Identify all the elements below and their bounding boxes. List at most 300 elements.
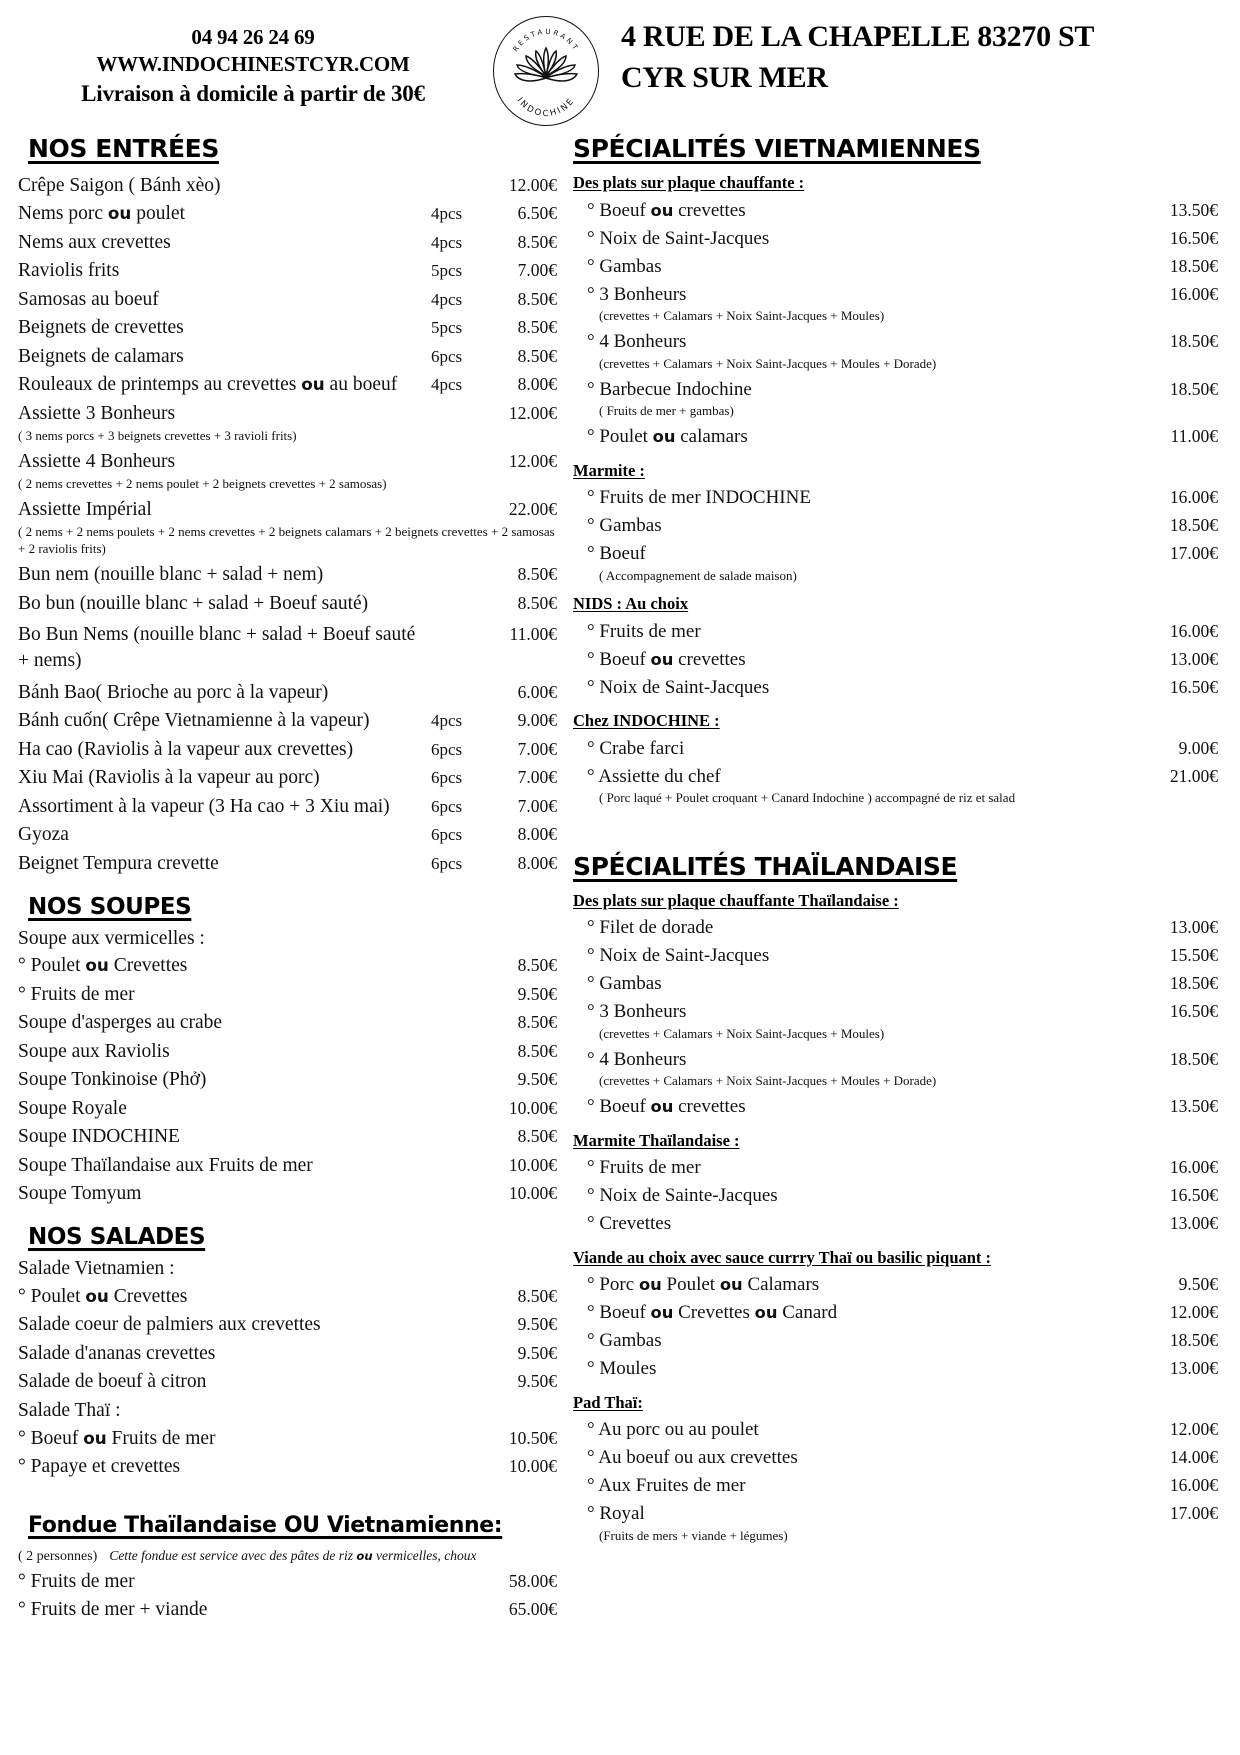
menu-item-name bbox=[18, 257, 431, 286]
menu-item-name bbox=[573, 998, 1146, 1026]
menu-item-pieces: 4pcs bbox=[431, 204, 463, 223]
viet-group2-label: Marmite : bbox=[573, 460, 645, 480]
item-label-part: ° Papaye et crevettes bbox=[18, 1456, 181, 1478]
menu-item-price: 6.00€ bbox=[517, 681, 557, 702]
menu-item-price: 7.00€ bbox=[517, 260, 557, 280]
contact-block bbox=[18, 10, 488, 108]
item-label-part: ° Crabe farci bbox=[587, 737, 685, 759]
menu-item-name bbox=[573, 1472, 1146, 1500]
item-label-part: ° Fruits de mer INDOCHINE bbox=[587, 487, 811, 509]
menu-item-price: 9.50€ bbox=[517, 1342, 557, 1363]
menu-item-row bbox=[573, 328, 1218, 356]
fondue-desc-ou: ou bbox=[356, 1549, 373, 1564]
menu-item-row bbox=[18, 257, 557, 286]
menu-item-row bbox=[573, 512, 1218, 540]
menu-item-pieces: 6pcs bbox=[431, 346, 463, 366]
menu-item-name bbox=[18, 1567, 491, 1596]
menu-item-row bbox=[18, 707, 557, 736]
menu-item-row bbox=[18, 285, 557, 314]
item-label-part: ° Fruits de mer bbox=[587, 1157, 701, 1179]
soupes-group-label: Soupe aux vermicelles : bbox=[18, 927, 205, 949]
item-label-part: ° Assiette du chef bbox=[587, 765, 721, 787]
menu-item-price: 6.50€ bbox=[517, 203, 557, 223]
menu-item-name bbox=[18, 342, 431, 371]
salades-list bbox=[18, 1311, 557, 1397]
menu-item-row bbox=[18, 1567, 557, 1596]
menu-item-pieces: 4pcs bbox=[431, 711, 463, 731]
item-label-part: Assiette 4 Bonheurs bbox=[18, 450, 176, 472]
section-title-specialites-vietnamiennes: SPÉCIALITÉS VIETNAMIENNES bbox=[573, 134, 981, 163]
address-line-1: 4 RUE DE LA CHAPELLE 83270 ST bbox=[621, 20, 1095, 53]
menu-item-name bbox=[18, 735, 431, 764]
menu-item-row bbox=[573, 1210, 1218, 1238]
menu-item-price: 22.00€ bbox=[508, 498, 557, 519]
menu-item-price: 7.00€ bbox=[517, 795, 557, 816]
restaurant-logo bbox=[488, 10, 603, 126]
menu-item-price: 10.00€ bbox=[508, 1183, 557, 1204]
menu-item-row bbox=[18, 399, 557, 428]
menu-item-name bbox=[18, 1066, 491, 1095]
menu-item-price: 8.50€ bbox=[517, 1040, 557, 1061]
menu-item-description: ( Fruits de mer + gambas) bbox=[599, 403, 734, 419]
section-title-specialites-thailandaise: SPÉCIALITÉS THAÏLANDAISE bbox=[573, 851, 958, 881]
menu-item-row bbox=[573, 998, 1218, 1026]
menu-item-name bbox=[573, 1045, 1146, 1073]
menu-item-row bbox=[18, 764, 557, 793]
menu-item-row bbox=[18, 735, 557, 764]
menu-item-price: 18.50€ bbox=[1169, 378, 1218, 399]
menu-item-name bbox=[18, 447, 431, 476]
menu-item-name bbox=[573, 1093, 1146, 1121]
item-label-ou: ou bbox=[85, 1285, 109, 1306]
menu-columns bbox=[0, 118, 1240, 1624]
thai-group2-label: Marmite Thaïlandaise : bbox=[573, 1130, 740, 1150]
menu-item-row bbox=[573, 224, 1218, 252]
menu-item-row bbox=[573, 1154, 1218, 1182]
menu-item-name bbox=[18, 792, 431, 821]
menu-item-row bbox=[573, 1327, 1218, 1355]
menu-item-name bbox=[573, 1416, 1146, 1444]
menu-item-name bbox=[573, 252, 1146, 280]
item-label-part: ° Noix de Saint-Jacques bbox=[587, 676, 770, 698]
menu-item-price: 16.50€ bbox=[1169, 1185, 1218, 1206]
viet-group1-list bbox=[573, 196, 1218, 451]
menu-item-row bbox=[573, 1182, 1218, 1210]
menu-item-name bbox=[18, 707, 431, 736]
item-label-part: Bo Bun Nems (nouille blanc + salad + Boeuf sauté + nems) bbox=[18, 624, 416, 671]
menu-item-price: 18.50€ bbox=[1169, 515, 1218, 536]
menu-item-row bbox=[573, 1355, 1218, 1383]
menu-item-price: 10.00€ bbox=[508, 1456, 557, 1477]
viet-group2-list bbox=[573, 484, 1218, 585]
item-label-part: Soupe Royale bbox=[18, 1097, 127, 1119]
item-label-part: ° 3 Bonheurs bbox=[587, 283, 687, 305]
item-label-ou: ou bbox=[83, 1427, 107, 1448]
menu-item-price: 8.50€ bbox=[517, 317, 557, 337]
section-title-entrees: NOS ENTRÉES bbox=[28, 134, 219, 163]
item-label-part: Beignet Tempura crevette bbox=[18, 852, 219, 874]
menu-item-row bbox=[18, 821, 557, 850]
menu-item-name bbox=[573, 1271, 1146, 1299]
menu-item-name bbox=[18, 171, 431, 200]
menu-item-name bbox=[18, 200, 431, 229]
menu-item-row bbox=[18, 1037, 557, 1066]
menu-item-name bbox=[18, 980, 491, 1009]
item-label-part: Soupe aux Raviolis bbox=[18, 1040, 170, 1062]
menu-item-name bbox=[573, 1154, 1146, 1182]
menu-item-pieces: 6pcs bbox=[431, 853, 463, 873]
fondue-persons: ( 2 personnes) bbox=[18, 1549, 98, 1565]
menu-item-row bbox=[18, 561, 557, 590]
menu-item-price: 8.50€ bbox=[517, 1126, 557, 1147]
svg-text:RESTAURANT: RESTAURANT bbox=[511, 27, 580, 54]
item-label-part: ° Poulet bbox=[18, 1285, 86, 1307]
menu-item-row bbox=[18, 228, 557, 257]
menu-item-name bbox=[18, 561, 431, 590]
menu-item-row bbox=[573, 914, 1218, 942]
item-label-part: Bánh cuốn( Crêpe Vietnamienne à la vapeur) bbox=[18, 710, 370, 732]
menu-item-description: ( 2 nems crevettes + 2 nems poulet + 2 beignets crevettes + 2 samosas) bbox=[18, 475, 387, 491]
item-label-part: Salade coeur de palmiers aux crevettes bbox=[18, 1314, 321, 1336]
thai-group3-list bbox=[573, 1271, 1218, 1383]
menu-item-price: 17.00€ bbox=[1169, 543, 1218, 564]
menu-item-row bbox=[573, 1416, 1218, 1444]
menu-item-price: 15.50€ bbox=[1169, 945, 1218, 966]
menu-item-name bbox=[573, 617, 1146, 645]
menu-item-price: 58.00€ bbox=[508, 1570, 557, 1591]
menu-item-row bbox=[573, 734, 1218, 762]
menu-item-price: 16.00€ bbox=[1169, 283, 1218, 304]
item-label-part: ° Au porc ou au poulet bbox=[587, 1419, 759, 1441]
menu-item-name bbox=[18, 285, 431, 314]
item-label-part: ° Boeuf bbox=[587, 1096, 651, 1118]
menu-item-price: 8.50€ bbox=[517, 955, 557, 976]
menu-item-name bbox=[573, 375, 1146, 403]
item-label-part: ° Gambas bbox=[587, 973, 662, 995]
menu-item-pieces: 5pcs bbox=[431, 261, 463, 280]
menu-item-row bbox=[18, 589, 557, 618]
menu-item-name bbox=[573, 484, 1146, 512]
item-label-part: Assiette 3 Bonheurs bbox=[18, 402, 176, 424]
item-label-part: Canard bbox=[777, 1302, 838, 1324]
item-label-part: Soupe Thaïlandaise aux Fruits de mer bbox=[18, 1154, 313, 1176]
menu-item-price: 8.00€ bbox=[517, 824, 557, 845]
salade-vietnamien-list bbox=[18, 1282, 557, 1311]
menu-item-row bbox=[573, 1299, 1218, 1327]
menu-item-name bbox=[18, 1094, 491, 1123]
fondue-note bbox=[18, 1548, 557, 1565]
item-label-part: calamars bbox=[675, 426, 748, 448]
menu-item-row bbox=[573, 970, 1218, 998]
menu-item-row bbox=[18, 1339, 557, 1368]
menu-item-name bbox=[18, 849, 431, 878]
item-label-part: crevettes bbox=[673, 1096, 746, 1118]
lotus-icon bbox=[493, 16, 599, 126]
menu-item-row bbox=[573, 1444, 1218, 1472]
item-label-part: ° Au boeuf ou aux crevettes bbox=[587, 1447, 798, 1469]
menu-item-pieces: 6pcs bbox=[431, 739, 463, 759]
menu-item-price: 13.50€ bbox=[1169, 199, 1218, 220]
menu-item-price: 12.00€ bbox=[508, 450, 557, 471]
menu-item-row bbox=[18, 849, 557, 878]
menu-item-price: 8.00€ bbox=[517, 374, 557, 394]
fondue-desc-b: vermicelles, choux bbox=[372, 1548, 477, 1564]
menu-item-description: (crevettes + Calamars + Noix Saint-Jacques + Moules + Dorade) bbox=[599, 1073, 937, 1089]
fondue-desc-a: Cette fondue est service avec des pâtes de riz bbox=[109, 1548, 357, 1564]
menu-item-price: 8.50€ bbox=[517, 1285, 557, 1306]
item-label-part: ° 3 Bonheurs bbox=[587, 1001, 687, 1023]
item-label-part: Salade d'ananas crevettes bbox=[18, 1342, 216, 1364]
menu-item-price: 13.00€ bbox=[1169, 648, 1218, 669]
menu-item-name bbox=[18, 1151, 491, 1180]
viet-group4-list bbox=[573, 734, 1218, 807]
delivery-note: Livraison à domicile à partir de 30€ bbox=[81, 80, 425, 106]
menu-item-price: 9.50€ bbox=[517, 1314, 557, 1335]
menu-item-row bbox=[573, 645, 1218, 673]
menu-item-row bbox=[573, 375, 1218, 403]
menu-item-name bbox=[573, 1355, 1146, 1383]
item-label-part: Bun nem (nouille blanc + salad + nem) bbox=[18, 564, 324, 586]
menu-item-row bbox=[18, 171, 557, 200]
item-label-part: ° Gambas bbox=[587, 1330, 662, 1352]
menu-item-price: 9.50€ bbox=[517, 1371, 557, 1392]
item-label-part: Crêpe Saigon ( Bánh xèo) bbox=[18, 174, 221, 196]
menu-item-row bbox=[573, 673, 1218, 701]
menu-item-description: ( Accompagnement de salade maison) bbox=[599, 567, 797, 583]
menu-item-pieces: 6pcs bbox=[431, 825, 463, 845]
item-label-part: ° Filet de dorade bbox=[587, 917, 714, 939]
menu-item-price: 9.00€ bbox=[1178, 737, 1218, 758]
menu-item-name bbox=[573, 1210, 1146, 1238]
item-label-part: Nems aux crevettes bbox=[18, 231, 171, 253]
menu-item-pieces: 6pcs bbox=[431, 768, 463, 788]
menu-item-price: 16.50€ bbox=[1169, 1001, 1218, 1022]
menu-item-description: ( 3 nems porcs + 3 beignets crevettes + 3 ravioli frits) bbox=[18, 427, 297, 443]
thai-group1-label: Des plats sur plaque chauffante Thaïlandaise : bbox=[573, 890, 899, 910]
menu-item-pieces: 4pcs bbox=[431, 375, 463, 394]
menu-item-row bbox=[573, 1472, 1218, 1500]
menu-item-name bbox=[18, 399, 431, 428]
item-label-part: Crevettes bbox=[108, 955, 188, 977]
salade-thai-list bbox=[18, 1424, 557, 1481]
menu-item-description: (Fruits de mers + viande + légumes) bbox=[599, 1527, 788, 1543]
menu-item-price: 9.50€ bbox=[1178, 1274, 1218, 1295]
menu-item-price: 18.50€ bbox=[1169, 1048, 1218, 1069]
menu-item-row bbox=[18, 1066, 557, 1095]
section-title-soupes: NOS SOUPES bbox=[28, 893, 192, 920]
menu-item-price: 7.00€ bbox=[517, 738, 557, 759]
menu-item-price: 8.50€ bbox=[517, 288, 557, 309]
menu-item-name bbox=[18, 1453, 491, 1482]
menu-item-price: 12.00€ bbox=[508, 402, 557, 423]
item-label-ou: ou bbox=[85, 955, 109, 976]
menu-item-price: 16.50€ bbox=[1169, 227, 1218, 248]
item-label-part: ° Fruits de mer bbox=[18, 983, 135, 1005]
item-label-ou: ou bbox=[638, 1275, 662, 1295]
item-label-part: Crevettes bbox=[108, 1285, 188, 1307]
menu-item-name bbox=[573, 1327, 1146, 1355]
item-label-part: ° Fruits de mer bbox=[587, 620, 701, 642]
item-label-part: au boeuf bbox=[324, 374, 398, 395]
menu-item-price: 18.50€ bbox=[1169, 331, 1218, 352]
item-label-part: ° Gambas bbox=[587, 255, 662, 277]
item-label-part: ° Noix de Sainte-Jacques bbox=[587, 1185, 778, 1207]
menu-item-row bbox=[573, 252, 1218, 280]
menu-item-row bbox=[573, 196, 1218, 224]
menu-item-name bbox=[573, 224, 1146, 252]
viet-group1-label: Des plats sur plaque chauffante : bbox=[573, 173, 805, 192]
item-label-part: crevettes bbox=[673, 199, 746, 221]
menu-item-name bbox=[18, 1596, 491, 1625]
menu-item-row bbox=[18, 1453, 557, 1482]
menu-item-row bbox=[573, 423, 1218, 451]
item-label-part: ° Poulet bbox=[18, 955, 86, 977]
menu-item-row bbox=[18, 980, 557, 1009]
item-label-part: ° 4 Bonheurs bbox=[587, 1048, 687, 1070]
item-label-ou: ou bbox=[650, 649, 674, 669]
menu-item-name bbox=[18, 228, 431, 257]
menu-item-row bbox=[18, 314, 557, 343]
phone-number: 04 94 26 24 69 bbox=[191, 25, 315, 49]
left-column bbox=[18, 118, 563, 1624]
item-label-part: crevettes bbox=[673, 648, 746, 670]
menu-item-price: 16.50€ bbox=[1169, 676, 1218, 697]
menu-item-name bbox=[573, 734, 1146, 762]
menu-item-name bbox=[18, 1339, 491, 1368]
viet-group4-label: Chez INDOCHINE : bbox=[573, 711, 720, 731]
menu-item-name bbox=[573, 914, 1146, 942]
menu-item-name bbox=[18, 1123, 491, 1152]
thai-group4-label: Pad Thaï: bbox=[573, 1392, 643, 1412]
menu-item-price: 65.00€ bbox=[508, 1599, 557, 1620]
menu-item-row bbox=[18, 1596, 557, 1625]
menu-item-price: 18.50€ bbox=[1169, 973, 1218, 994]
menu-item-price: 8.00€ bbox=[517, 852, 557, 873]
item-label-part: Ha cao (Raviolis à la vapeur aux crevettes) bbox=[18, 738, 354, 760]
item-label-ou: ou bbox=[107, 203, 132, 223]
menu-item-description: ( Porc laqué + Poulet croquant + Canard Indochine ) accompagné de riz et salad bbox=[599, 790, 1016, 806]
menu-item-row bbox=[573, 617, 1218, 645]
menu-item-name bbox=[573, 540, 1146, 568]
item-label-ou: ou bbox=[301, 374, 325, 394]
item-label-part: ° Fruits de mer bbox=[18, 1570, 135, 1592]
item-label-part: Bo bun (nouille blanc + salad + Boeuf sauté) bbox=[18, 592, 369, 614]
menu-item-description: (crevettes + Calamars + Noix Saint-Jacques + Moules) bbox=[599, 1025, 885, 1041]
thai-group3-label: Viande au choix avec sauce currry Thaï ou basilic piquant : bbox=[573, 1247, 992, 1267]
menu-item-price: 10.00€ bbox=[508, 1097, 557, 1118]
menu-item-price: 21.00€ bbox=[1169, 765, 1218, 786]
item-label-part: Gyoza bbox=[18, 824, 69, 846]
menu-item-row bbox=[18, 1311, 557, 1340]
menu-item-price: 11.00€ bbox=[1170, 426, 1218, 447]
item-label-part: ° Gambas bbox=[587, 515, 662, 537]
menu-item-name bbox=[18, 821, 431, 850]
menu-item-row bbox=[573, 540, 1218, 568]
menu-item-price: 9.00€ bbox=[517, 710, 557, 731]
menu-item-name bbox=[18, 764, 431, 793]
menu-item-row bbox=[573, 762, 1218, 790]
item-label-ou: ou bbox=[719, 1275, 743, 1295]
address-block bbox=[603, 10, 1222, 99]
menu-item-row bbox=[18, 200, 557, 229]
item-label-part: ° Royal bbox=[587, 1503, 645, 1525]
item-label-part: Assortiment à la vapeur (3 Ha cao + 3 Xiu mai) bbox=[18, 795, 390, 817]
item-label-part: ° Noix de Saint-Jacques bbox=[587, 945, 770, 967]
menu-item-pieces: 5pcs bbox=[431, 318, 463, 337]
menu-item-row bbox=[18, 1094, 557, 1123]
item-label-part: ° Boeuf bbox=[587, 648, 651, 670]
menu-item-name bbox=[18, 589, 431, 618]
menu-item-row bbox=[18, 792, 557, 821]
menu-item-row bbox=[18, 1151, 557, 1180]
address-line-2: CYR SUR MER bbox=[621, 61, 828, 95]
thai-group2-list bbox=[573, 1154, 1218, 1238]
menu-item-name bbox=[18, 1180, 491, 1209]
menu-item-price: 12.00€ bbox=[508, 174, 557, 195]
item-label-part: ° Fruits de mer + viande bbox=[18, 1599, 208, 1621]
menu-item-price: 18.50€ bbox=[1169, 255, 1218, 276]
item-label-part: ° 4 Bonheurs bbox=[587, 331, 687, 353]
menu-item-row bbox=[573, 1500, 1218, 1528]
item-label-part: ° Noix de Saint-Jacques bbox=[587, 227, 770, 249]
menu-item-name bbox=[18, 314, 431, 343]
menu-item-row bbox=[18, 1009, 557, 1038]
menu-item-name bbox=[18, 1037, 491, 1066]
menu-item-name bbox=[573, 673, 1146, 701]
menu-item-name bbox=[573, 942, 1146, 970]
menu-item-name bbox=[573, 1444, 1146, 1472]
menu-item-name bbox=[18, 1424, 491, 1453]
item-label-part: poulet bbox=[131, 203, 185, 224]
page-header bbox=[0, 0, 1240, 118]
right-column bbox=[563, 118, 1218, 1624]
menu-item-price: 8.50€ bbox=[517, 1012, 557, 1033]
menu-item-name bbox=[18, 371, 431, 400]
item-label-part: ° Barbecue Indochine bbox=[587, 378, 752, 400]
item-label-part: ° Aux Fruites de mer bbox=[587, 1475, 746, 1497]
item-label-ou: ou bbox=[754, 1303, 778, 1323]
menu-item-row bbox=[573, 280, 1218, 308]
menu-item-row bbox=[18, 447, 557, 476]
item-label-part: Assiette Impérial bbox=[18, 498, 152, 520]
menu-item-price: 13.00€ bbox=[1169, 917, 1218, 938]
thai-group1-list bbox=[573, 914, 1218, 1121]
menu-item-name bbox=[573, 423, 1146, 451]
menu-item-name bbox=[18, 1282, 491, 1311]
menu-item-price: 8.50€ bbox=[517, 564, 557, 585]
menu-item-row bbox=[18, 1180, 557, 1209]
fondue-description bbox=[109, 1548, 476, 1564]
item-label-part: Fruits de mer bbox=[106, 1427, 216, 1449]
menu-item-name bbox=[573, 1299, 1146, 1327]
menu-item-description: ( 2 nems + 2 nems poulets + 2 nems crevettes + 2 beignets calamars + 2 beignets crevettes + 2 samosas + 2 raviolis frits) bbox=[18, 523, 555, 557]
menu-item-price: 12.00€ bbox=[1169, 1419, 1218, 1440]
menu-item-row bbox=[18, 1424, 557, 1453]
menu-item-row bbox=[18, 678, 557, 707]
menu-item-price: 16.00€ bbox=[1169, 620, 1218, 641]
fondue-list bbox=[18, 1567, 557, 1624]
website-url: WWW.INDOCHINESTCYR.COM bbox=[96, 52, 410, 77]
menu-item-row bbox=[573, 942, 1218, 970]
section-title-fondue: Fondue Thaïlandaise OU Vietnamienne: bbox=[28, 1513, 503, 1539]
item-label-part: Soupe Tomyum bbox=[18, 1183, 142, 1205]
salade-thai-label: Salade Thaï : bbox=[18, 1400, 121, 1422]
menu-item-row bbox=[18, 1123, 557, 1152]
soupes-list bbox=[18, 1009, 557, 1209]
menu-item-price: 17.00€ bbox=[1169, 1503, 1218, 1524]
menu-item-description: (crevettes + Calamars + Noix Saint-Jacques + Moules + Dorade) bbox=[599, 355, 937, 371]
menu-item-name bbox=[573, 970, 1146, 998]
